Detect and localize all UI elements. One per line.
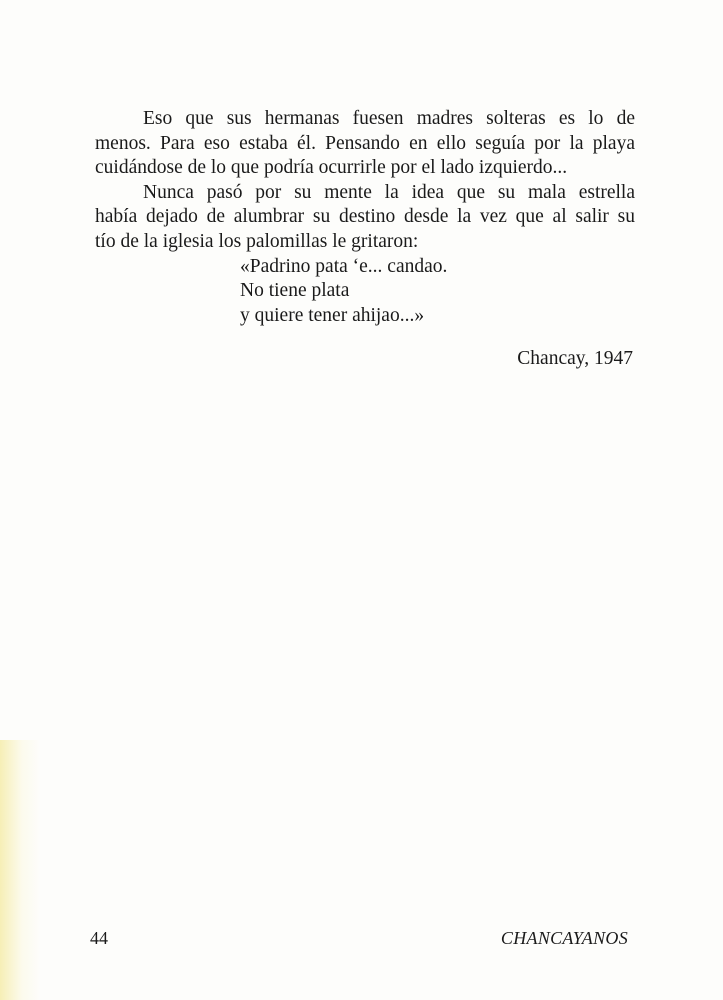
paragraph-line: tío de la iglesia los palomillas le gritaron:	[95, 230, 419, 252]
verse-line: «Padrino pata ‘e... candao.	[240, 255, 448, 277]
paragraph-line: Nunca pasó por su mente la idea que su mala estrella	[143, 181, 635, 203]
paragraph-line: había dejado de alumbrar su destino desde la vez que al salir su	[95, 206, 635, 228]
paragraph-line: menos. Para eso estaba él. Pensando en ello seguía por la playa	[95, 132, 635, 154]
paragraph-line: Eso que sus hermanas fuesen madres solteras es lo de	[143, 108, 635, 129]
page-number: 44	[90, 928, 108, 948]
paragraph-line: cuidándose de lo que podría ocurrirle por el lado izquierdo...	[95, 157, 568, 179]
running-head: CHANCAYANOS	[500, 928, 628, 948]
page-edge-discoloration	[0, 740, 40, 1000]
body-text	[95, 107, 635, 328]
verse-line: No tiene plata	[240, 280, 350, 302]
place-date-signature: Chancay, 1947	[517, 348, 633, 369]
page-footer	[90, 928, 628, 949]
verse-line: y quiere tener ahijao...»	[240, 304, 425, 326]
